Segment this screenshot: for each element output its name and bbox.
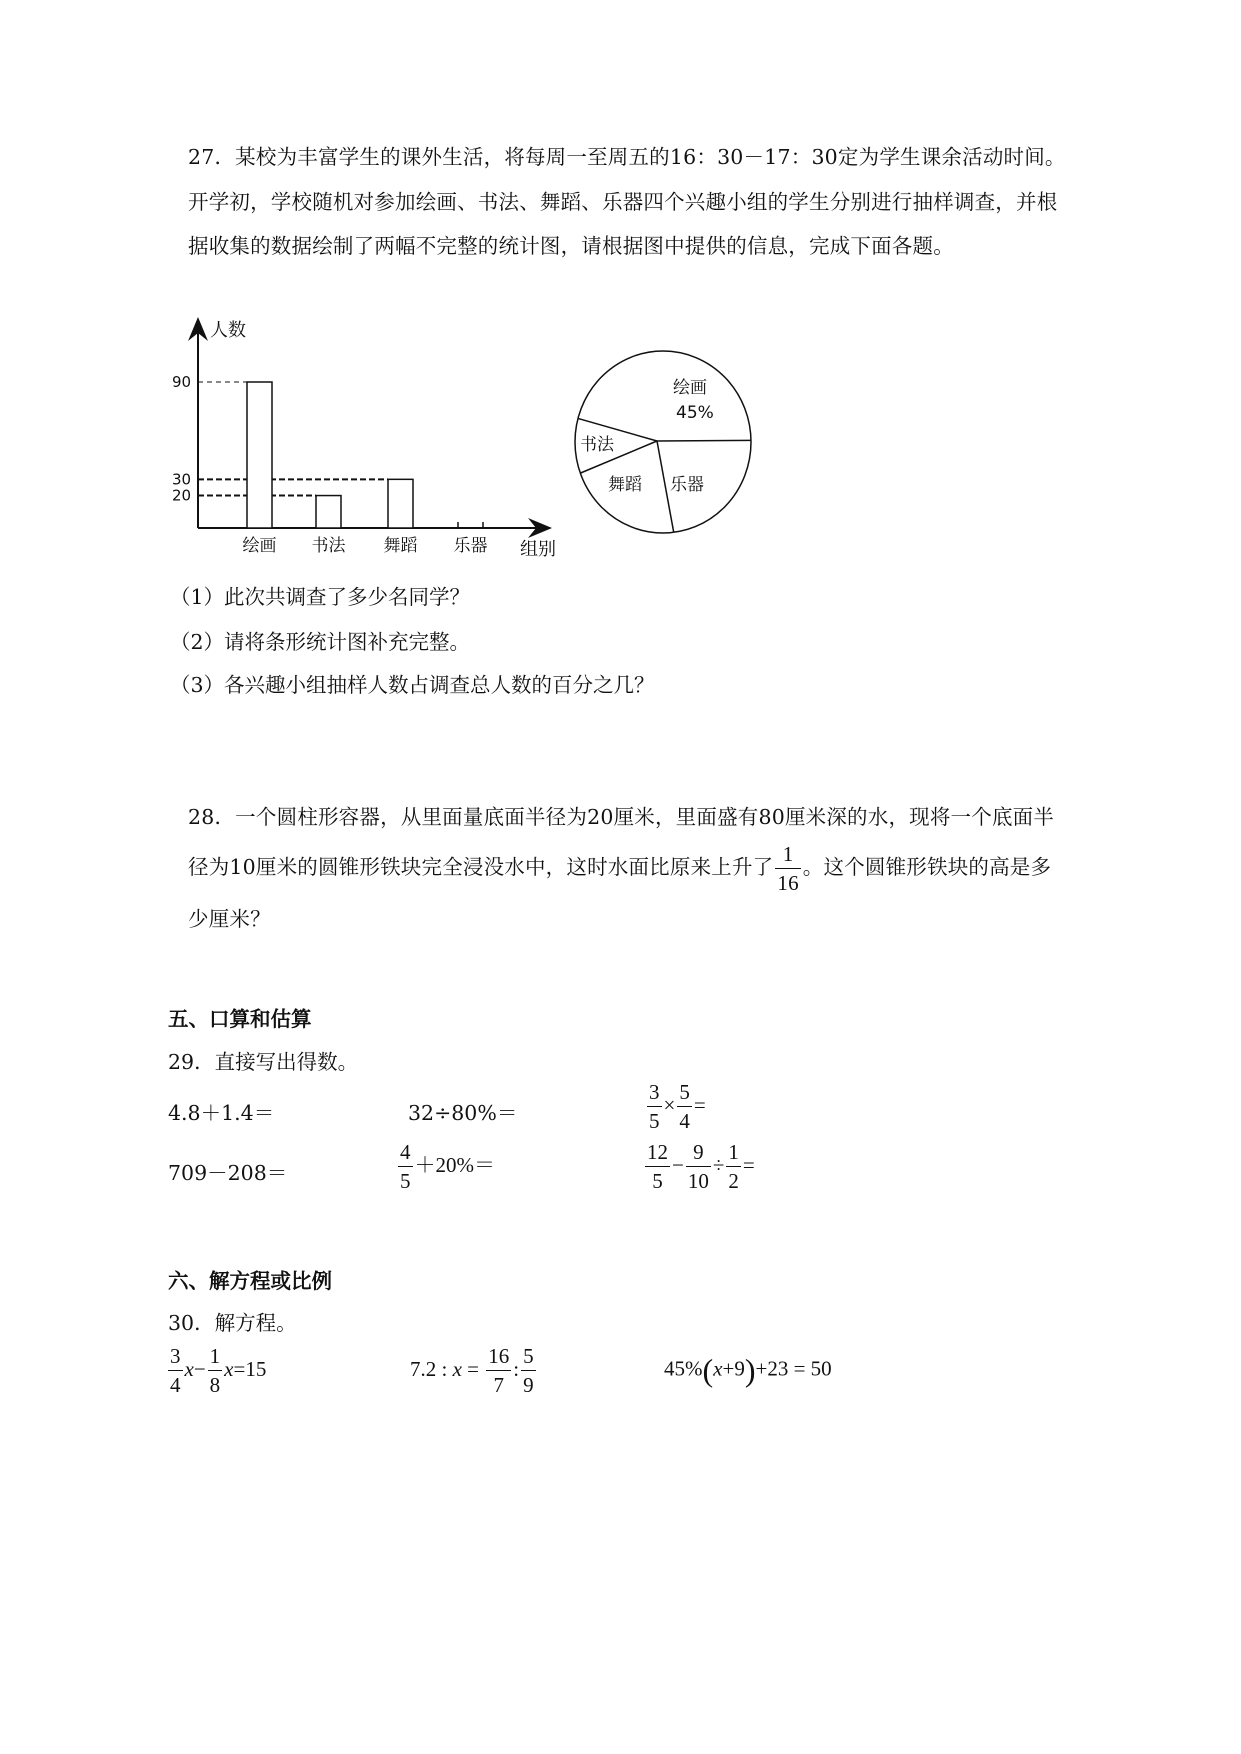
calc-r1c2: 32÷80%＝ [408,1101,518,1125]
bar-dance [388,479,413,528]
bar-calligraphy [316,496,341,528]
calc-r2c3: $\frac{12}{5}$ − $\frac{9}{10}$ ÷ $\frac{1}{2}$ = [647,1140,755,1193]
pie-label-painting: 绘画 [673,378,707,398]
y-tick-label-90: 90 [172,373,192,391]
pie-label-calligraphy: 书法 [580,435,614,455]
section5-title: 五、口算和估算 [168,1007,312,1031]
q27-sub3: （3）各兴趣小组抽样人数占调查总人数的百分之几？ [170,673,655,697]
x-tick-label-instrument: 乐器 [453,536,488,556]
q28-text: 28．一个圆柱形容器，从里面量底面半径为20厘米，里面盛有80厘米深的水，现将一个底面半径为10厘米的圆锥形铁块完全浸没水中，这时水面比原来上升了 $\frac{1}{16}$ 。这个圆锥形铁块的高是多少厘米？ [188,805,1055,931]
x-tick-label-calligraphy: 书法 [311,536,346,556]
y-axis-label: 人数 [210,320,246,341]
y-tick-label-30: 30 [172,470,192,489]
bar-painting [247,382,272,528]
pie-boundary-painting [657,440,751,441]
q27-sub1: （1）此次共调查了多少名同学？ [170,585,471,609]
q27-text: 27．某校为丰富学生的课外生活，将每周一至周五的16：30－17：30定为学生课余活动时间。开学初，学校随机对参加绘画、书法、舞蹈、乐器四个兴趣小组的学生分别进行抽样调查，并根据收集的数据绘制了两幅不完整的统计图，请根据图中提供的信息，完成下面各题。 [188,145,1066,258]
x-tick-label-painting: 绘画 [242,536,277,556]
q28-fraction: $\frac{1}{16}$ [777,841,799,895]
equation-1: $\frac{3}{4}$ x− $\frac{1}{8}$ x=15 [170,1344,267,1397]
x-axis-label: 组别 [520,539,556,560]
section6-title: 六、解方程或比例 [168,1269,332,1293]
pie-chart [560,330,780,570]
equation-2: 7.2 : x = $\frac{16}{7}$ : $\frac{5}{9}$ [410,1344,534,1397]
x-tick-label-dance: 舞蹈 [383,536,418,556]
bar-chart [160,315,560,565]
y-tick-label-20: 20 [172,486,192,505]
pie-label-dance: 舞蹈 [608,475,642,495]
pie-label-instrument: 乐器 [670,475,704,495]
pie-annotation-painting: 45% [676,403,714,423]
equation-3: 45%(x+9)+23 = 50 [664,1352,832,1388]
calc-r2c2: $\frac{4}{5}$ ＋20%＝ [400,1140,495,1193]
q29-text: 29．直接写出得数。 [168,1050,359,1074]
calc-r1c1: 4.8＋1.4＝ [168,1101,275,1125]
q30-text: 30．解方程。 [168,1311,297,1335]
q27-sub2: （2）请将条形统计图补充完整。 [170,630,471,654]
calc-r1c3: $\frac{3}{5}$ × $\frac{5}{4}$ = [649,1080,706,1133]
calc-r2c1: 709－208＝ [168,1161,288,1185]
